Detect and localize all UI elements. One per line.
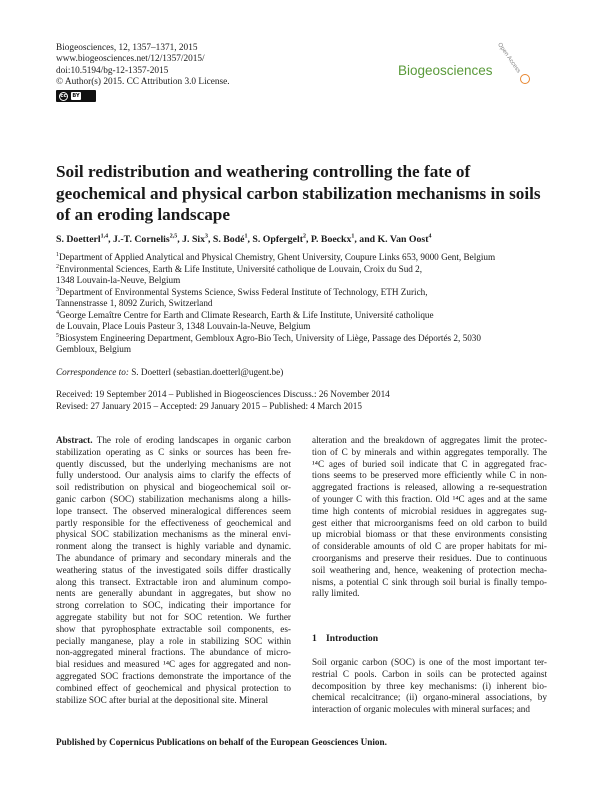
abstract-heading: Abstract. — [56, 435, 93, 445]
text-line-content: The abundance of primary and secondary minerals and the — [56, 552, 291, 563]
text-line — [312, 657, 547, 669]
text-line — [312, 669, 547, 681]
text-line — [56, 577, 291, 589]
text-line — [312, 459, 547, 471]
text-line-content: restrial C pools. Carbon in soils can be protected against — [312, 668, 547, 679]
affiliation-text: de Louvain, Place Louis Pasteur 3, 1348 Louvain-la-Neuve, Belgium — [56, 321, 311, 331]
author-separator: , — [177, 234, 183, 245]
affiliation-number: 1 — [56, 251, 59, 258]
text-line — [312, 435, 547, 447]
text-line — [312, 553, 547, 565]
text-line — [56, 541, 291, 553]
author-separator: , — [306, 234, 311, 245]
section-number: 1 — [312, 633, 317, 644]
author-name: S. Doetterl — [56, 234, 101, 245]
affiliation-line — [56, 344, 556, 356]
text-line-content: nents are generally abundant in aggregates, but show no — [56, 588, 291, 599]
author-name: P. Boeckx — [310, 234, 352, 245]
author-affiliation-mark: 2,5 — [169, 233, 178, 240]
open-access-label: Open Access — [496, 42, 522, 75]
text-line — [56, 671, 291, 683]
journal-reference: Biogeosciences, 12, 1357–1371, 2015 — [56, 43, 198, 53]
text-line — [312, 482, 547, 494]
author-name: K. Van Oost — [377, 234, 429, 245]
author-affiliation-mark: 1,4 — [100, 233, 109, 240]
text-line — [56, 600, 291, 612]
text-line — [312, 518, 547, 530]
text-line-content: ganic carbon (SOC) stabilization mechanisms along a hills- — [56, 493, 291, 504]
text-line-content: stabilization operating as C sinks or sources has been fre- — [56, 446, 291, 457]
author-affiliation-mark: 1 — [351, 233, 355, 240]
text-line-content: Soil organic carbon (SOC) is one of the most important ter- — [312, 657, 547, 667]
affiliation-number: 5 — [56, 332, 59, 339]
text-line-content: tions seems to be preserved more efficiently while C in non- — [312, 470, 547, 481]
introduction-text — [312, 657, 547, 716]
affiliation-line — [56, 310, 556, 322]
affiliation-text: Department of Applied Analytical and Physical Chemistry, Ghent University, Coupure Links 653, 9000 Gent, Belgium — [59, 252, 496, 262]
text-line — [312, 704, 547, 716]
text-line-content: gest either that microorganisms feed on old carbon to build — [312, 517, 547, 528]
text-line-content: strong correlation to SOC, indicating their importance for — [56, 600, 291, 611]
affiliation-line — [56, 298, 556, 310]
affiliation-line — [56, 333, 556, 345]
text-line-content: The role of eroding landscapes in organic carbon — [92, 435, 291, 445]
journal-logo — [398, 42, 558, 84]
text-line-content: physical SOC stabilization mechanisms as the mineral envi- — [56, 529, 291, 540]
text-line — [56, 482, 291, 494]
text-line — [312, 447, 547, 459]
author-separator: , — [208, 234, 213, 245]
text-line — [56, 659, 291, 671]
text-line — [312, 565, 547, 577]
text-line — [56, 553, 291, 565]
text-line — [56, 588, 291, 600]
author-separator: , — [108, 234, 114, 245]
text-line — [56, 518, 291, 530]
author-name: S. Opfergelt — [252, 234, 304, 245]
author-name: J.-T. Cornelis — [113, 234, 170, 245]
text-line — [56, 494, 291, 506]
affiliation-text: Environmental Sciences, Earth & Life Institute, Université catholique de Louvain, Croix du Sud 2, — [59, 263, 423, 274]
author-affiliation-mark: 3 — [205, 233, 209, 240]
text-line — [312, 588, 547, 600]
affiliation-number: 3 — [56, 286, 59, 293]
text-line-content: alteration and the breakdown of aggregates limit the protec- — [312, 435, 547, 445]
author-affiliation-mark: 1 — [244, 233, 248, 240]
text-line — [312, 506, 547, 518]
journal-name: Biogeosciences — [398, 63, 493, 78]
text-line — [56, 612, 291, 624]
cc-by-icon: cc BY — [56, 90, 96, 102]
text-line — [56, 435, 291, 447]
author-separator: , and — [354, 234, 378, 245]
dates-line-2: Revised: 27 January 2015 – Accepted: 29 January 2015 – Published: 4 March 2015 — [56, 400, 362, 411]
text-line — [56, 636, 291, 648]
text-line-content: partly responsible for the effectiveness of geochemical and — [56, 517, 291, 528]
text-line-content: up microbial biomass or that these environments consisting — [312, 529, 547, 540]
affiliation-line — [56, 275, 556, 287]
text-line-content: aggregate stability but not for SOC retention. We further — [56, 611, 291, 622]
text-line-content: soil redistribution on physical and biogeochemical soil or- — [56, 482, 291, 493]
text-line — [56, 529, 291, 541]
text-line-content: chemical recalcitrance; (ii) organo-mineral associations, by — [312, 692, 547, 703]
text-line-content: croorganisms and preserve their residues. Due to continuous — [312, 552, 547, 563]
text-line-content: decomposition by three key mechanisms: (i) inherent bio- — [312, 680, 547, 691]
correspondence-text[interactable]: S. Doetterl (sebastian.doetterl@ugent.be) — [128, 367, 284, 377]
text-line-content: of considerable amounts of old C are proper habitats for mi- — [312, 541, 547, 552]
dates-line-1: Received: 19 September 2014 – Published in Biogeosciences Discuss.: 26 November 2014 — [56, 389, 390, 399]
article-url[interactable]: www.biogeosciences.net/12/1357/2015/ — [56, 54, 205, 65]
text-line-content: time high contents of microbial residues in aggregates sug- — [312, 505, 547, 516]
text-line-content: soil weathering and, hence, weakening of protection mecha- — [312, 564, 547, 575]
section-heading-introduction — [312, 633, 378, 644]
affiliation-line — [56, 287, 556, 299]
text-line-content: stabilize SOC after burial at the depositional site. Mineral — [56, 694, 269, 705]
text-line-content: along this transect. Extractable iron and aluminum compo- — [56, 576, 291, 587]
publisher-footer: Published by Copernicus Publications on behalf of the European Geosciences Union. — [56, 737, 387, 747]
article-doi[interactable]: doi:10.5194/bg-12-1357-2015 — [56, 65, 169, 76]
text-line-content: nisms, a potential C sink through soil burial is finally tempo- — [312, 576, 547, 587]
affiliation-text: George Lemaître Centre for Earth and Climate Research, Earth & Life Institute, Université catholique — [59, 309, 434, 320]
text-line-content: interaction of organic molecules with mineral surfaces; and — [312, 704, 530, 715]
affiliation-number: 4 — [56, 309, 59, 316]
text-line-content: lope transect. The observed mineralogical differences seem — [56, 505, 291, 516]
publication-dates — [56, 389, 390, 412]
section-title: Introduction — [326, 633, 379, 644]
article-header — [56, 43, 230, 102]
author-separator: , — [247, 234, 253, 245]
affiliation-line — [56, 264, 556, 276]
text-line — [56, 683, 291, 695]
affiliation-text: 1348 Louvain-la-Neuve, Belgium — [56, 275, 181, 285]
text-line — [312, 681, 547, 693]
text-line-content: ronment along the transect is highly variable and dynamic. — [56, 541, 291, 552]
text-line — [312, 529, 547, 541]
text-line — [56, 459, 291, 471]
text-line — [312, 494, 547, 506]
text-line — [56, 624, 291, 636]
text-line-content: combined effect of geochemical and physical protection to — [56, 682, 291, 693]
text-line — [312, 692, 547, 704]
paper-title: Soil redistribution and weathering controlling the fate of geochemical and physical carbon stabilization mechanisms in soils of an eroding landscape — [56, 162, 541, 225]
author-affiliation-mark: 2 — [303, 233, 307, 240]
open-access-lock-icon — [520, 74, 530, 84]
text-line-content: ¹⁴C ages of buried soil indicate that C in aggregated frac- — [312, 458, 547, 469]
license-text: © Author(s) 2015. CC Attribution 3.0 License. — [56, 76, 230, 87]
affiliation-text: Gembloux, Belgium — [56, 344, 132, 354]
text-line-content: weathering status of the investigated soils differ drastically — [56, 564, 291, 575]
text-line-content: pecially manganese, play a role in stabilizing SOC within — [56, 635, 291, 646]
abstract-column-2 — [312, 435, 547, 600]
text-line — [312, 470, 547, 482]
text-line-content: quently discussed, but the underlying mechanisms are not — [56, 458, 291, 469]
correspondence-label: Correspondence to: — [56, 367, 129, 377]
author-affiliation-mark: 4 — [428, 233, 432, 240]
text-line-content: tion of C by minerals and within aggregates temporally. The — [312, 446, 547, 457]
text-line — [56, 447, 291, 459]
author-name: S. Bodé — [212, 234, 245, 245]
text-line-content: show that pyrophosphate extractable soil components, es- — [56, 623, 291, 634]
affiliation-line — [56, 252, 556, 264]
affiliation-text: Department of Environmental Systems Science, Swiss Federal Institute of Technology, ETH Zurich, — [59, 286, 428, 297]
text-line-content: aggregated fractions is released, allowing a re-sequestration — [312, 482, 547, 493]
abstract-column-1 — [56, 435, 291, 706]
affiliation-text: Tannenstrasse 1, 8092 Zurich, Switzerland — [56, 298, 213, 308]
text-line — [56, 506, 291, 518]
author-list — [56, 234, 431, 245]
text-line-content: non-aggregated mineral fractions. The abundance of micro- — [56, 647, 291, 658]
text-line-content: aggregated SOC fractions demonstrate the importance of the — [56, 670, 291, 681]
text-line — [312, 541, 547, 553]
text-line-content: bial residues and measured ¹⁴C ages for aggregated and non- — [56, 659, 291, 670]
affiliation-line — [56, 321, 556, 333]
text-line — [312, 577, 547, 589]
affiliations — [56, 252, 556, 356]
affiliation-number: 2 — [56, 263, 59, 270]
author-name: J. Six — [182, 234, 206, 245]
text-line — [56, 647, 291, 659]
text-line — [56, 470, 291, 482]
text-line — [56, 565, 291, 577]
text-line — [56, 695, 291, 707]
text-line-content: fully understood. Our analysis aims to clarify the effects of — [56, 470, 291, 481]
correspondence — [56, 367, 283, 377]
affiliation-text: Biosystem Engineering Department, Gembloux Agro-Bio Tech, University of Liège, Passage des Déportés 2, 5030 — [59, 332, 481, 343]
text-line-content: of younger C with this fraction. Old ¹⁴C ages and at the same — [312, 493, 547, 504]
text-line-content: rally limited. — [312, 588, 360, 599]
